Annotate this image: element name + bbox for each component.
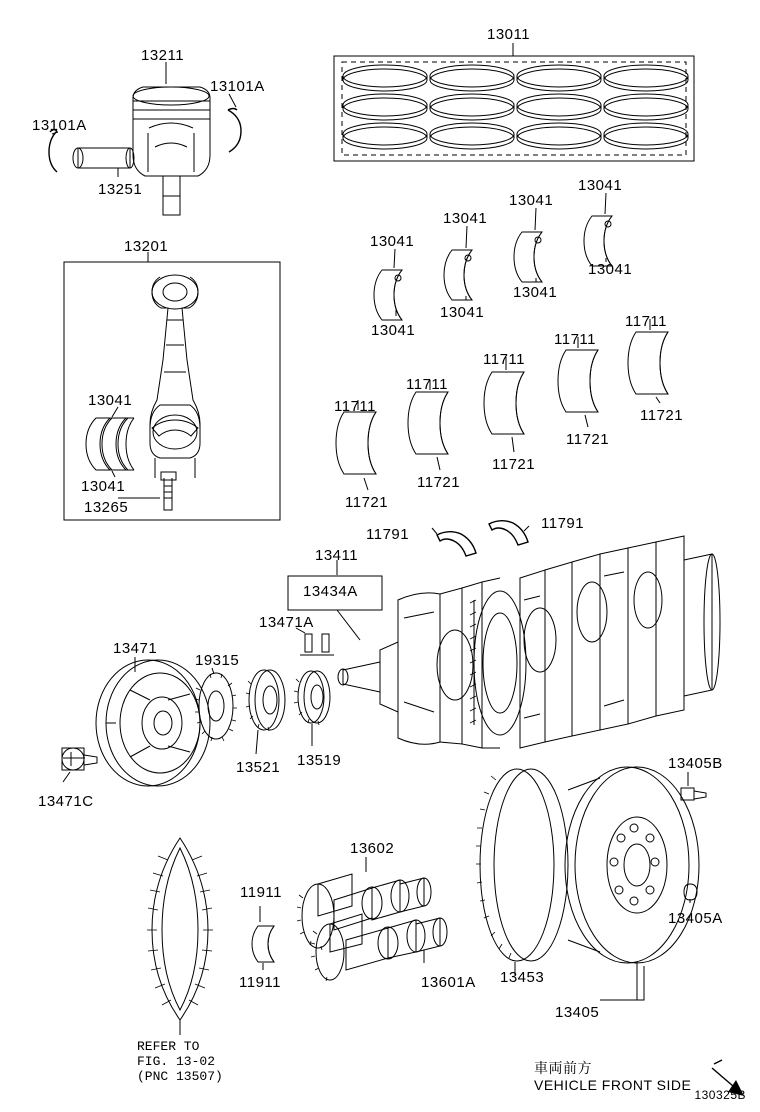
part-label-11721-a: 11721 [640, 407, 684, 424]
part-label-13041-rod-upper: 13041 [88, 392, 133, 409]
figure-code: 130325B [694, 1088, 746, 1102]
front-note-en: VEHICLE FRONT SIDE [534, 1077, 692, 1093]
part-label-11791-right: 11791 [541, 515, 585, 532]
part-label-13101A-right: 13101A [210, 78, 265, 95]
part-label-11721-b: 11721 [566, 431, 610, 448]
part-label-13041-c: 13041 [509, 192, 554, 209]
flywheel-group [476, 767, 706, 1000]
balance-shaft-group [252, 857, 447, 981]
part-label-13041-e: 13041 [588, 261, 633, 278]
timing-chain [147, 838, 213, 1035]
part-label-13041-rod-lower: 13041 [81, 478, 126, 495]
crankshaft-13411 [288, 536, 720, 748]
part-label-13011: 13011 [487, 26, 531, 43]
part-label-13101A-left: 13101A [32, 117, 87, 134]
part-label-13521: 13521 [236, 759, 281, 776]
part-label-11711-c: 11711 [483, 351, 525, 368]
part-label-13453: 13453 [500, 969, 545, 986]
part-label-13265: 13265 [84, 499, 129, 516]
part-label-19315: 19315 [195, 652, 240, 669]
part-label-13471: 13471 [113, 640, 158, 657]
part-label-13041-a: 13041 [370, 233, 415, 250]
front-note-jp: 車両前方 [534, 1060, 592, 1076]
part-label-13602: 13602 [350, 840, 395, 857]
part-label-13041-d: 13041 [578, 177, 623, 194]
part-label-13471C: 13471C [38, 793, 94, 810]
thrust-washers-11791 [432, 521, 529, 556]
part-label-11711-e: 11711 [334, 398, 376, 415]
part-label-11721-c: 11721 [492, 456, 536, 473]
refer-note-line1: REFER TO [137, 1039, 200, 1054]
part-label-11911-upper: 11911 [240, 884, 282, 901]
part-label-13041-b: 13041 [443, 210, 488, 227]
piston-ring-set [334, 43, 694, 161]
crank-bearings-13041 [374, 193, 612, 320]
part-label-13251: 13251 [98, 181, 143, 198]
part-label-13434A: 13434A [303, 583, 358, 600]
part-label-13201: 13201 [124, 238, 169, 255]
part-label-13471A: 13471A [259, 614, 314, 631]
part-label-11721-e: 11721 [345, 494, 389, 511]
refer-note-line3: (PNC 13507) [137, 1069, 223, 1084]
refer-note-line2: FIG. 13-02 [137, 1054, 216, 1069]
part-label-13041-g: 13041 [440, 304, 485, 321]
part-label-13211: 13211 [141, 47, 185, 64]
part-label-13601A: 13601A [421, 974, 476, 991]
part-label-11721-d: 11721 [417, 474, 461, 491]
part-label-13405A: 13405A [668, 910, 723, 927]
part-label-11711-b: 11711 [554, 331, 596, 348]
part-label-13405B: 13405B [668, 755, 723, 772]
part-label-11791-left: 11791 [366, 526, 410, 543]
part-label-11711-a: 11711 [625, 313, 667, 330]
part-label-11711-d: 11711 [406, 376, 448, 393]
part-label-13411: 13411 [315, 547, 359, 564]
part-label-13519: 13519 [297, 752, 342, 769]
crank-pulley-group [62, 657, 330, 786]
part-label-13041-f: 13041 [513, 284, 558, 301]
part-label-13405: 13405 [555, 1004, 600, 1021]
part-label-13041-h: 13041 [371, 322, 416, 339]
part-label-11911-lower: 11911 [239, 974, 281, 991]
